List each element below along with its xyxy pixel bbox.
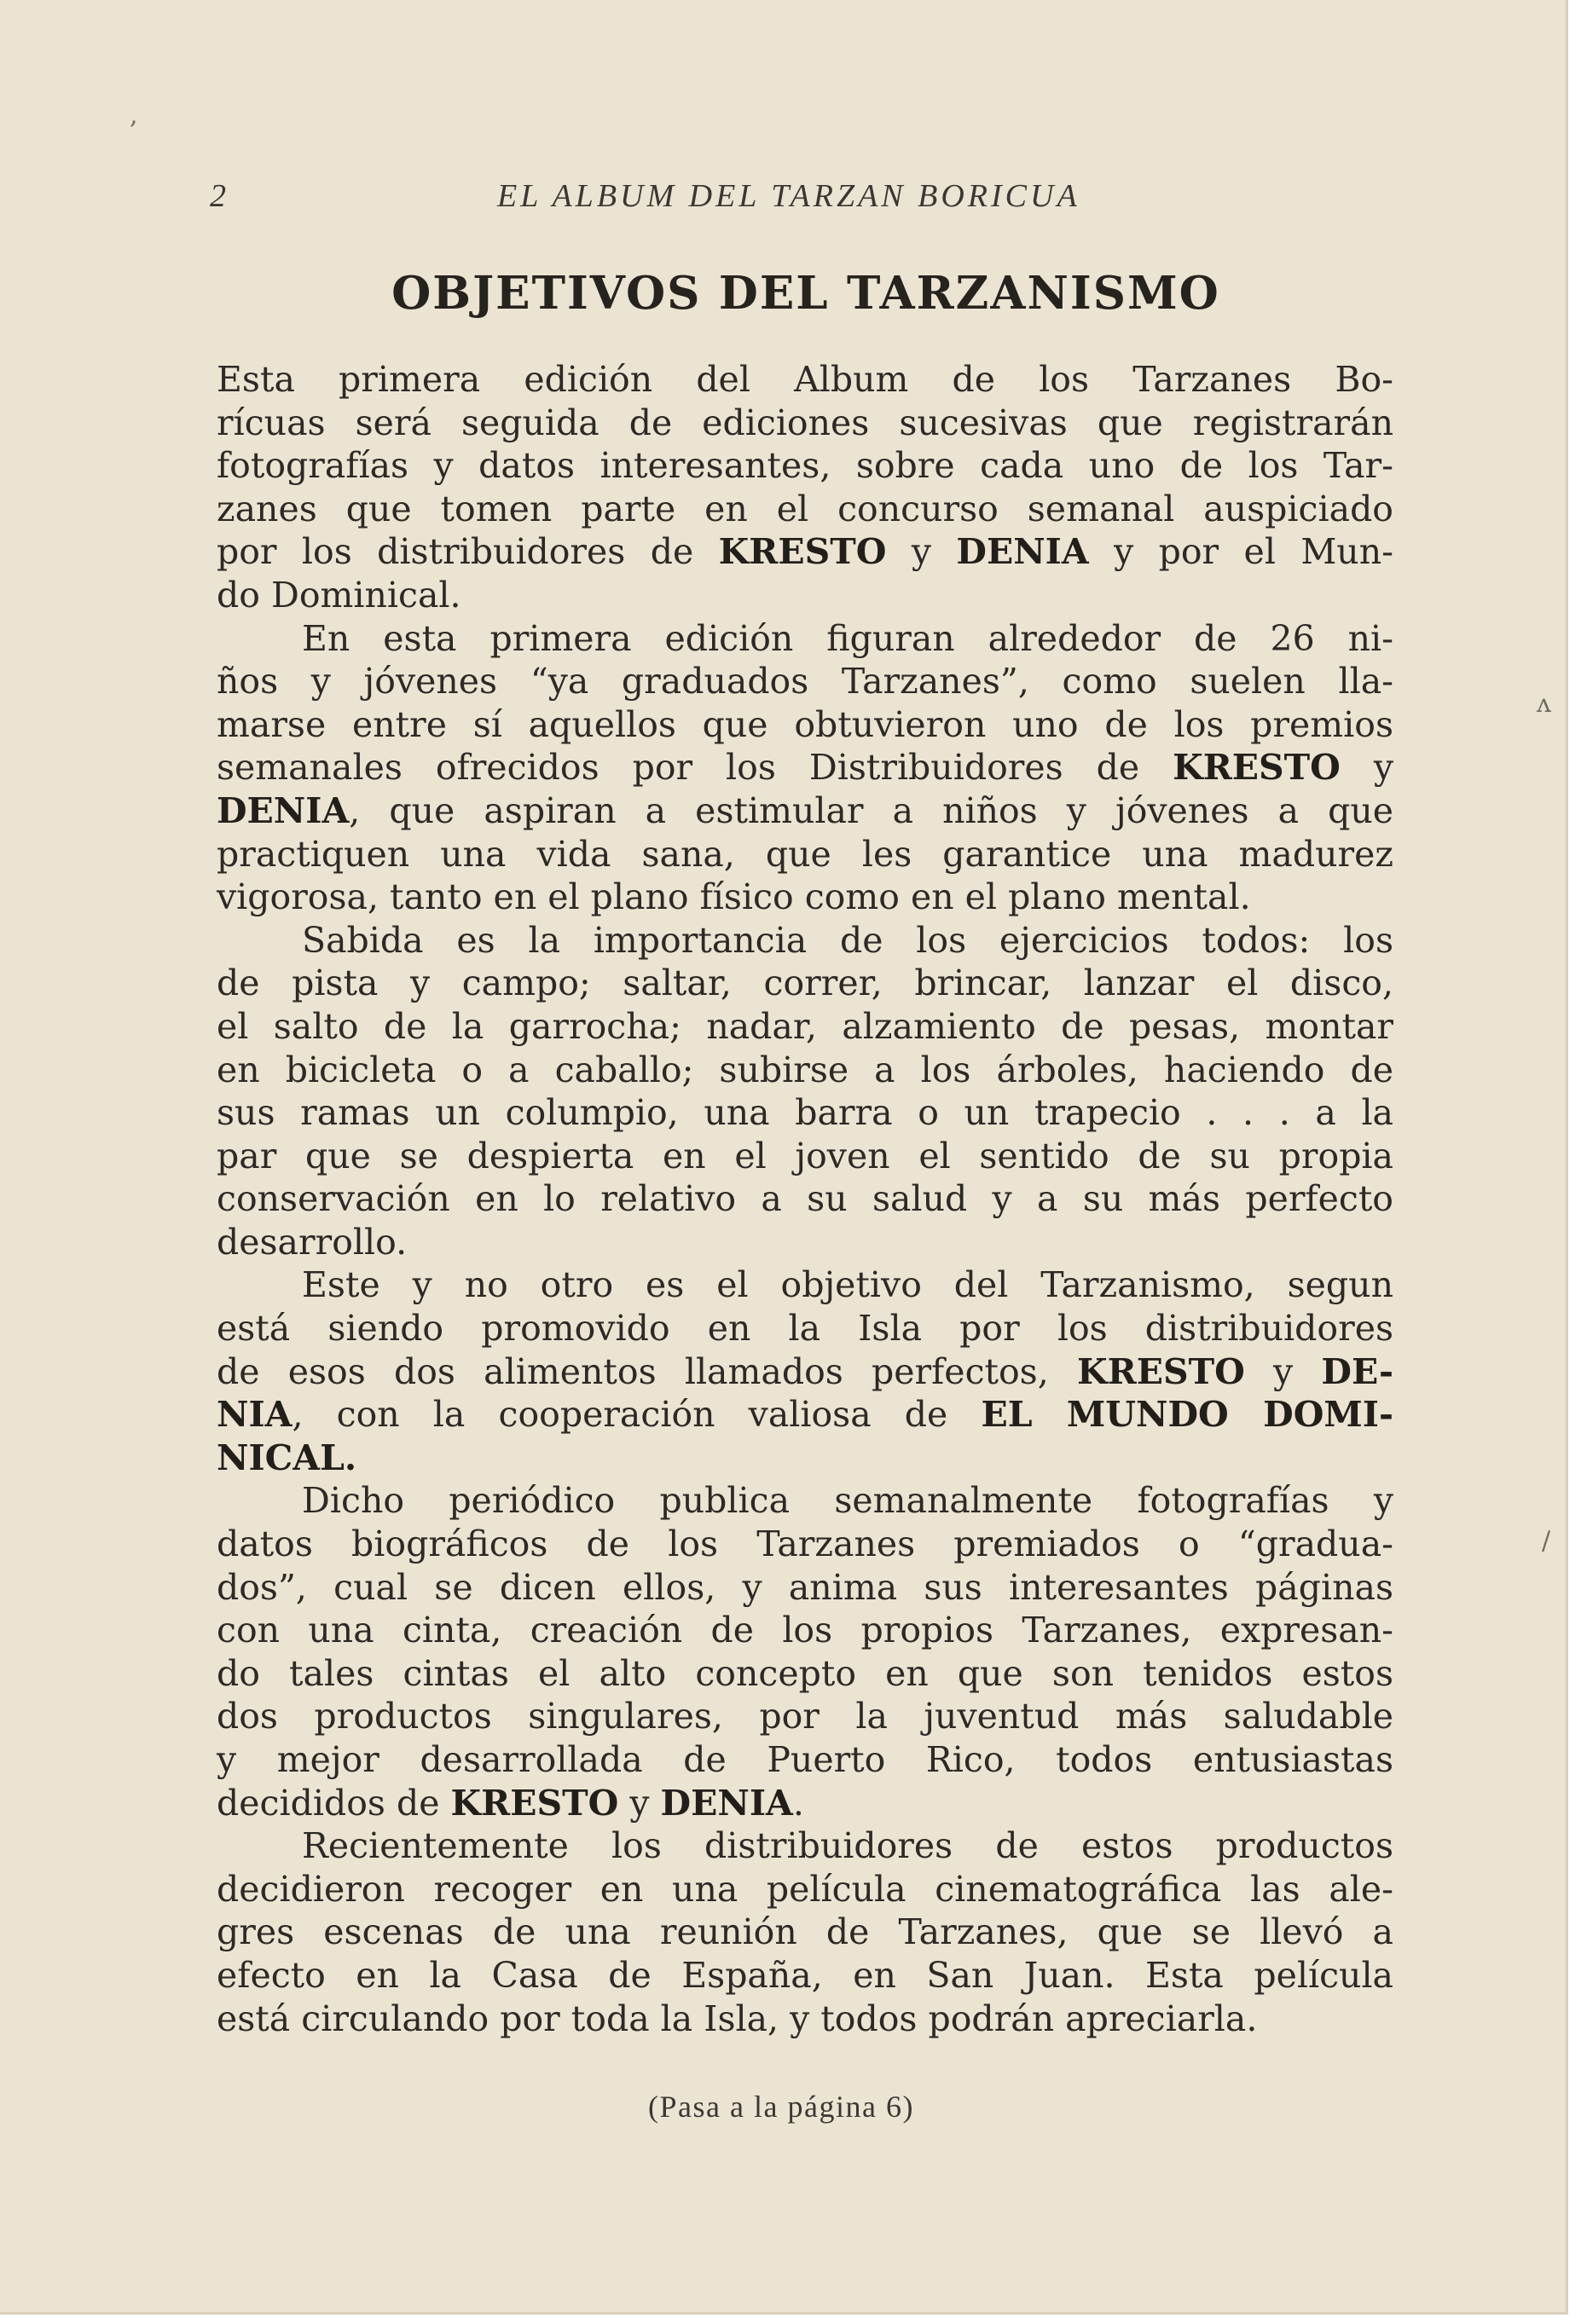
article-title: OBJETIVOS DEL TARZANISMO bbox=[391, 267, 1220, 320]
text-line bbox=[217, 1307, 1393, 1350]
text-line bbox=[217, 962, 1393, 1005]
paragraph bbox=[217, 358, 1393, 617]
text-line bbox=[217, 1393, 1393, 1437]
text-line bbox=[217, 1135, 1393, 1178]
text-run: do tales cintas el alto concepto en que son tenidos estos bbox=[217, 1652, 1393, 1694]
text-run: do Dominical. bbox=[217, 574, 461, 616]
text-line bbox=[217, 402, 1393, 445]
text-run: y bbox=[886, 531, 957, 573]
brand-name: DENIA bbox=[956, 531, 1089, 573]
text-run: ños y jóvenes “ya graduados Tarzanes”, como suelen lla- bbox=[217, 661, 1393, 702]
text-run: practiquen una vida sana, que les garantice una madurez bbox=[217, 833, 1393, 875]
text-line bbox=[217, 789, 1393, 833]
text-run: Recientemente los distribuidores de estos productos bbox=[302, 1825, 1393, 1867]
text-line bbox=[217, 574, 1393, 617]
text-line bbox=[217, 1005, 1393, 1049]
text-run: marse entre sí aquellos que obtuvieron uno de los premios bbox=[217, 703, 1393, 745]
text-line bbox=[217, 1695, 1393, 1738]
text-run: semanales ofrecidos por los Distribuidores de bbox=[217, 747, 1173, 789]
text-line bbox=[217, 1824, 1393, 1868]
text-run: sus ramas un columpio, una barra o un trapecio . . . a la bbox=[217, 1092, 1393, 1134]
text-line bbox=[217, 746, 1393, 789]
text-line bbox=[217, 530, 1393, 574]
text-run: Este y no otro es el objetivo del Tarzanismo, segun bbox=[302, 1264, 1393, 1306]
text-line bbox=[217, 703, 1393, 747]
text-line bbox=[217, 1911, 1393, 1954]
text-line bbox=[217, 1652, 1393, 1696]
text-line bbox=[217, 876, 1393, 919]
brand-name: KRESTO bbox=[1077, 1350, 1245, 1392]
text-line bbox=[217, 1609, 1393, 1652]
text-run: Dicho periódico publica semanalmente fotografías y bbox=[302, 1480, 1393, 1522]
margin-mark: / bbox=[1542, 1526, 1551, 1556]
text-run: efecto en la Casa de España, en San Juan. Esta película bbox=[217, 1954, 1393, 1996]
text-line bbox=[217, 1954, 1393, 1997]
brand-name: KRESTO bbox=[450, 1782, 619, 1824]
text-run: por los distribuidores de bbox=[217, 531, 719, 573]
text-line bbox=[217, 660, 1393, 703]
text-run: dos productos singulares, por la juventud más saludable bbox=[217, 1696, 1393, 1737]
brand-name: NIA bbox=[217, 1394, 292, 1436]
margin-mark: , bbox=[130, 101, 138, 130]
text-run: , con la cooperación valiosa de bbox=[292, 1394, 982, 1436]
text-run: de pista y campo; saltar, correr, brincar, lanzar el disco, bbox=[217, 963, 1393, 1004]
text-line bbox=[217, 617, 1393, 661]
text-line bbox=[217, 1177, 1393, 1221]
paragraph bbox=[217, 1479, 1393, 1824]
text-run: de esos dos alimentos llamados perfectos, bbox=[217, 1350, 1077, 1392]
text-line bbox=[217, 358, 1393, 402]
article-body bbox=[217, 358, 1393, 2040]
continuation-note: (Pasa a la página 6) bbox=[648, 2090, 914, 2124]
text-line bbox=[217, 1091, 1393, 1135]
text-run: . bbox=[792, 1782, 804, 1824]
text-line bbox=[217, 833, 1393, 876]
page-number: 2 bbox=[210, 178, 228, 214]
text-line bbox=[217, 444, 1393, 488]
text-run: Esta primera edición del Album de los Tarzanes Bo- bbox=[217, 359, 1393, 400]
text-run: dos”, cual se dicen ellos, y anima sus interesantes páginas bbox=[217, 1566, 1393, 1608]
text-run: conservación en lo relativo a su salud y a su más perfecto bbox=[217, 1178, 1393, 1220]
text-line bbox=[217, 488, 1393, 531]
text-run: datos biográficos de los Tarzanes premiados o “gradua- bbox=[217, 1523, 1393, 1565]
brand-name: KRESTO bbox=[718, 531, 887, 573]
paragraph bbox=[217, 1263, 1393, 1479]
text-run: en bicicleta o a caballo; subirse a los árboles, haciendo de bbox=[217, 1049, 1393, 1090]
text-line bbox=[217, 1523, 1393, 1566]
brand-name: KRESTO bbox=[1173, 747, 1341, 789]
text-line bbox=[217, 919, 1393, 963]
text-line bbox=[217, 1782, 1393, 1825]
text-run: decidieron recoger en una película cinematográfica las ale- bbox=[217, 1868, 1393, 1910]
text-run: y bbox=[1340, 747, 1393, 789]
text-line bbox=[217, 1049, 1393, 1092]
text-run: , que aspiran a estimular a niños y jóvenes a que bbox=[349, 789, 1393, 831]
text-line bbox=[217, 1566, 1393, 1610]
text-run: y bbox=[618, 1782, 661, 1824]
text-run: con una cinta, creación de los propios Tarzanes, expresan- bbox=[217, 1610, 1393, 1651]
margin-mark: ʌ bbox=[1537, 689, 1551, 719]
brand-name: EL MUNDO DOMI- bbox=[981, 1394, 1393, 1436]
text-run: zanes que tomen parte en el concurso semanal auspiciado bbox=[217, 488, 1393, 529]
text-line bbox=[217, 1868, 1393, 1911]
text-run: y mejor desarrollada de Puerto Rico, todos entusiastas bbox=[217, 1739, 1393, 1780]
publication-title: EL ALBUM DEL TARZAN BORICUA bbox=[497, 178, 1080, 214]
paragraph bbox=[217, 919, 1393, 1264]
text-line bbox=[217, 1738, 1393, 1782]
text-run: rícuas será seguida de ediciones sucesivas que registrarán bbox=[217, 402, 1393, 443]
text-line bbox=[217, 1263, 1393, 1307]
text-line bbox=[217, 1221, 1393, 1264]
text-run: y bbox=[1244, 1350, 1322, 1392]
text-run: gres escenas de una reunión de Tarzanes, que se llevó a bbox=[217, 1911, 1393, 1953]
text-run: Sabida es la importancia de los ejercicios todos: los bbox=[302, 919, 1393, 961]
text-line bbox=[217, 1350, 1393, 1394]
text-run: En esta primera edición figuran alrededor de 26 ni- bbox=[302, 617, 1393, 659]
text-run: y por el Mun- bbox=[1088, 531, 1393, 573]
brand-name: DE- bbox=[1321, 1350, 1394, 1392]
text-run: el salto de la garrocha; nadar, alzamiento de pesas, montar bbox=[217, 1005, 1393, 1047]
text-run: par que se despierta en el joven el sentido de su propia bbox=[217, 1135, 1393, 1176]
text-run: está siendo promovido en la Isla por los distribuidores bbox=[217, 1308, 1393, 1350]
text-line bbox=[217, 1479, 1393, 1523]
paragraph bbox=[217, 617, 1393, 919]
text-run: fotografías y datos interesantes, sobre cada uno de los Tar- bbox=[217, 445, 1393, 487]
text-run: está circulando por toda la Isla, y todos podrán apreciarla. bbox=[217, 1997, 1258, 2039]
brand-name: NICAL. bbox=[217, 1437, 357, 1478]
brand-name: DENIA bbox=[217, 789, 350, 831]
text-line bbox=[217, 1997, 1393, 2041]
brand-name: DENIA bbox=[660, 1782, 793, 1824]
paragraph bbox=[217, 1824, 1393, 2040]
text-line bbox=[217, 1437, 1393, 1480]
text-run: vigorosa, tanto en el plano físico como en el plano mental. bbox=[217, 876, 1251, 918]
text-run: desarrollo. bbox=[217, 1221, 408, 1263]
text-run: decididos de bbox=[217, 1782, 451, 1824]
